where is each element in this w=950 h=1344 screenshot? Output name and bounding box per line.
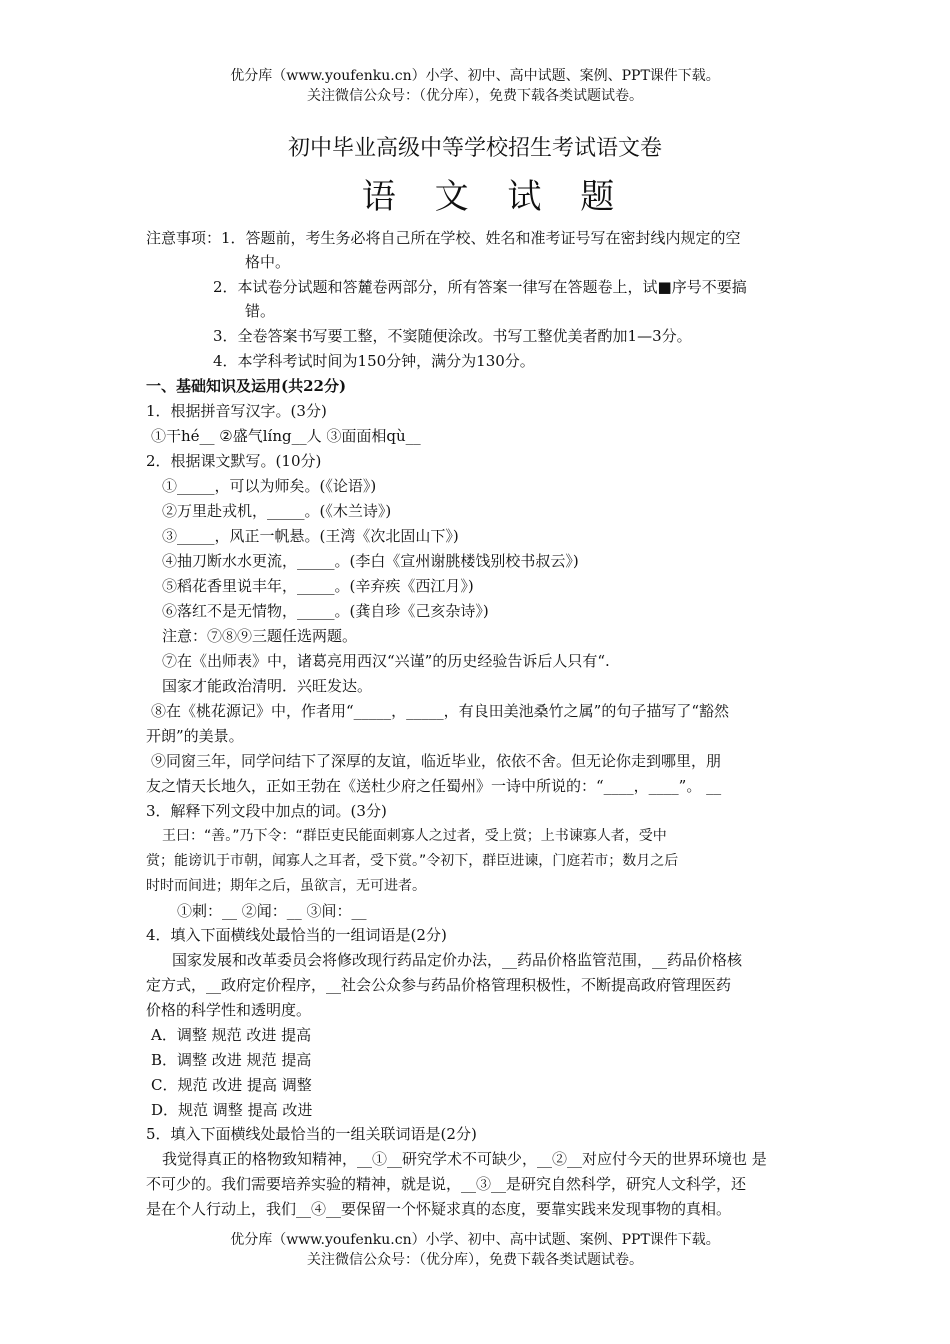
q4-passage-1: 国家发展和改革委员会将修改现行药品定价办法，__药品价格监管范围，__药品价格核 [172,951,743,969]
q4-option-d: D．规范 调整 提高 改进 [151,1101,313,1119]
q2-note: 注意：⑦⑧⑨三题任选两题。 [162,627,358,645]
q3-items: ①刺：__ ②闻：__ ③间：__ [177,902,367,920]
q2-item-7-cont: 国家才能政治清明．兴旺发达。 [162,677,373,695]
note-2-cont: 错。 [245,302,276,320]
q2-item-8: ⑧在《桃花源记》中，作者用“_____，_____，有良田美池桑竹之属”的句子描写了“豁然 [151,702,730,720]
q5-passage-3: 是在个人行动上，我们__④__要保留一个怀疑求真的态度，要靠实践来发现事物的真相。 [146,1200,732,1218]
q1-items: ①干hé__ ②盛气líng__人 ③面面相qù__ [151,427,421,445]
q2-item-2: ②万里赴戎机，_____。(《木兰诗》) [162,502,392,520]
q4-option-b: B．调整 改进 规范 提高 [151,1051,312,1069]
q2-item-6: ⑥落红不是无情物，_____。(龚自珍《己亥杂诗》) [162,602,489,620]
q4-option-a: A．调整 规范 改进 提高 [151,1026,312,1044]
q5-passage-1: 我觉得真正的格物致知精神，__①__研究学术不可缺少，__②__对应付今天的世界环境也 是 [162,1150,767,1168]
q4-passage-2: 定方式，__政府定价程序，__社会公众参与药品价格管理积极性，不断提高政府管理医药 [146,976,732,994]
note-1: 注意事项：1．答题前，考生务必将自己所在学校、姓名和准考证号写在密封线内规定的空 [146,229,741,247]
q4-option-c: C．规范 改进 提高 调整 [151,1076,312,1094]
q2-item-4: ④抽刀断水水更流，_____。(李白《宣州谢朓楼饯别校书叔云》) [162,552,579,570]
q2-item-1: ①_____，可以为师矣。(《论语》) [162,477,377,495]
q5-stem: 5．填入下面横线处最恰当的一组关联词语是(2分) [146,1125,477,1143]
q2-stem: 2．根据课文默写。(10分) [146,452,322,470]
q3-stem: 3．解释下列文段中加点的词。(3分) [146,802,387,820]
q2-item-5: ⑤稻花香里说丰年，_____。(辛弃疾《西江月》) [162,577,474,595]
q2-item-8-cont: 开朗”的美景。 [146,727,244,745]
header-line-1: 优分库（www.youfenku.cn）小学、初中、高中试题、案例、PPT课件下载。 [230,68,720,84]
q5-passage-2: 不可少的。我们需要培养实验的精神，就是说，__③__是研究自然科学，研究人文科学，还 [146,1175,747,1193]
footer-line-2: 关注微信公众号：（优分库），免费下载各类试题试卷。 [307,1252,643,1268]
note-4: 4．本学科考试时间为150分钟，满分为130分。 [213,352,535,370]
q2-item-9-cont: 友之情天长地久，正如王勃在《送杜少府之任蜀州》一诗中所说的：“____，____”。 __ [146,777,722,795]
q3-passage-3: 时时而间进；期年之后，虽欲言，无可进者。 [146,878,426,894]
page-title: 语 文 试 题 [361,177,629,217]
section-heading: 一、基础知识及运用(共22分) [146,377,347,395]
q3-passage-1: 王曰：“善。”乃下令：“群臣吏民能面刺寡人之过者，受上赏；上书谏寡人者，受中 [162,828,667,844]
note-2: 2．本试卷分试题和答麓卷两部分，所有答案一律写在答题卷上，试■序号不要搞 [213,278,747,296]
footer-line-1: 优分库（www.youfenku.cn）小学、初中、高中试题、案例、PPT课件下载。 [230,1232,720,1248]
q2-item-3: ③_____，风正一帆悬。(王湾《次北固山下》) [162,527,459,545]
q1-stem: 1．根据拼音写汉字。(3分) [146,402,327,420]
q4-stem: 4．填入下面横线处最恰当的一组词语是(2分) [146,926,447,944]
q3-passage-2: 赏；能谤讥于市朝，闻寡人之耳者，受下赏。”令初下，群臣进谏，门庭若市；数月之后 [146,853,679,869]
paper-title: 初中毕业高级中等学校招生考试语文卷 [287,136,662,161]
q4-passage-3: 价格的科学性和透明度。 [146,1001,312,1019]
note-1-cont: 格中。 [245,253,291,271]
q2-item-9: ⑨同窗三年，同学问结下了深厚的友谊，临近毕业，依依不舍。但无论你走到哪里，朋 [151,752,722,770]
note-3: 3．全卷答案书写要工整，不窦随便涂改。书写工整优美者酌加1—3分。 [213,327,692,345]
header-line-2: 关注微信公众号：（优分库），免费下载各类试题试卷。 [307,88,643,104]
q2-item-7: ⑦在《出师表》中，诸葛亮用西汉“兴谨”的历史经验告诉后人只有“. [162,652,610,670]
